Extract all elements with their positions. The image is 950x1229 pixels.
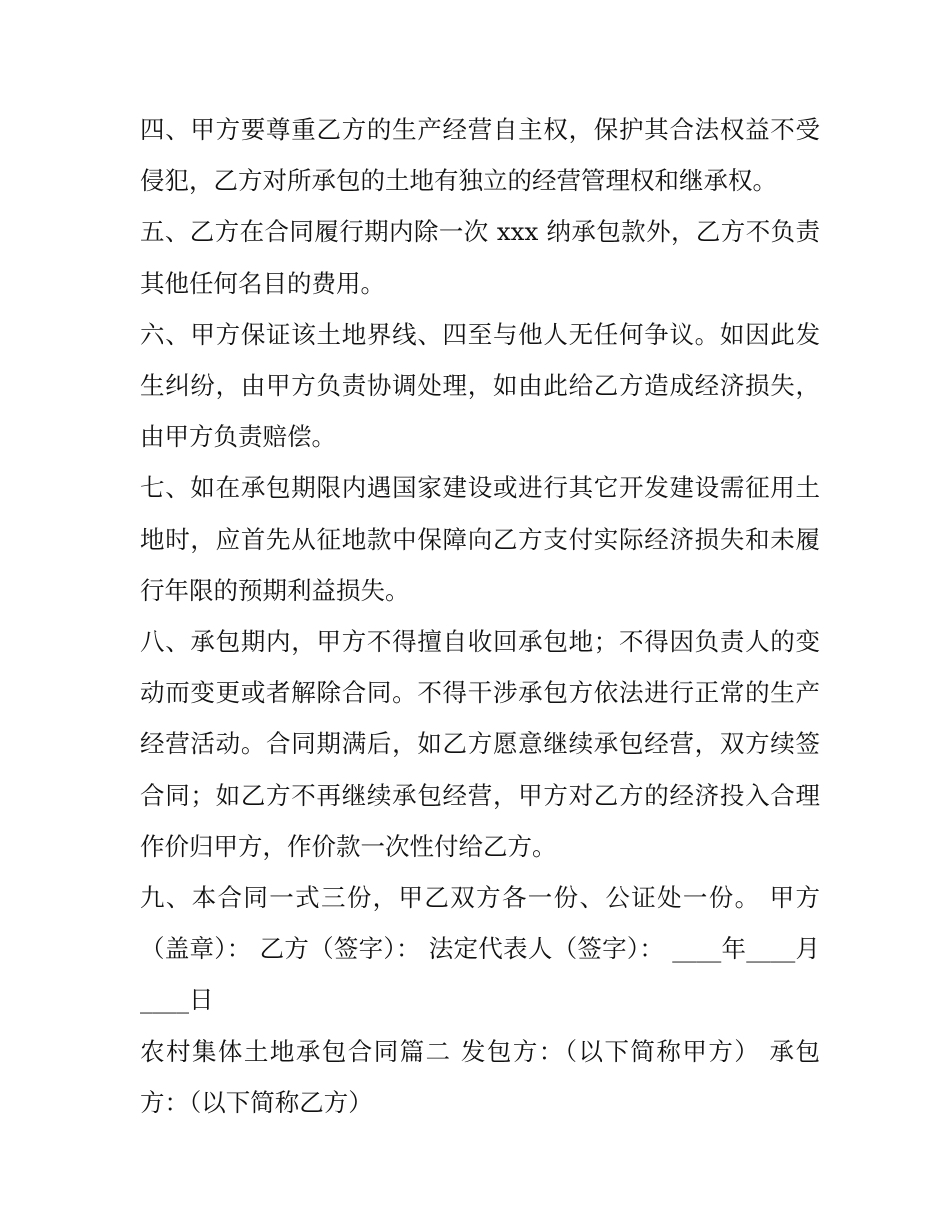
clause-9-signature-paragraph: 九、本合同一式三份，甲乙双方各一份、公证处一份。 甲方（盖章）： 乙方（签字）： 法定代表人（签字）： ____年____月____日 xyxy=(140,883,820,1015)
clause-7-paragraph: 七、如在承包期限内遇国家建设或进行其它开发建设需征用土地时，应首先从征地款中保障向乙方支付实际经济损失和未履行年限的预期利益损失。 xyxy=(140,473,820,605)
contract-two-heading-paragraph: 农村集体土地承包合同篇二 发包方：（以下简称甲方） 承包方：（以下简称乙方） xyxy=(140,1036,820,1117)
clause-8-paragraph: 八、承包期内，甲方不得擅自收回承包地；不得因负责人的变动而变更或者解除合同。不得干涉承包方依法进行正常的生产经营活动。合同期满后，如乙方愿意继续承包经营，双方续签合同；如乙方不再继续承包经营，甲方对乙方的经济投入合理作价归甲方，作价款一次性付给乙方。 xyxy=(140,627,820,861)
clause-6-paragraph: 六、甲方保证该土地界线、四至与他人无任何争议。如因此发生纠纷，由甲方负责协调处理，如由此给乙方造成经济损失，由甲方负责赔偿。 xyxy=(140,319,820,452)
contract-body xyxy=(140,104,820,1128)
clause-5-paragraph: 五、乙方在合同履行期内除一次 xxx 纳承包款外，乙方不负责其他任何名目的费用。 xyxy=(140,217,820,298)
clause-4-paragraph: 四、甲方要尊重乙方的生产经营自主权，保护其合法权益不受侵犯，乙方对所承包的土地有独立的经营管理权和继承权。 xyxy=(140,115,820,196)
